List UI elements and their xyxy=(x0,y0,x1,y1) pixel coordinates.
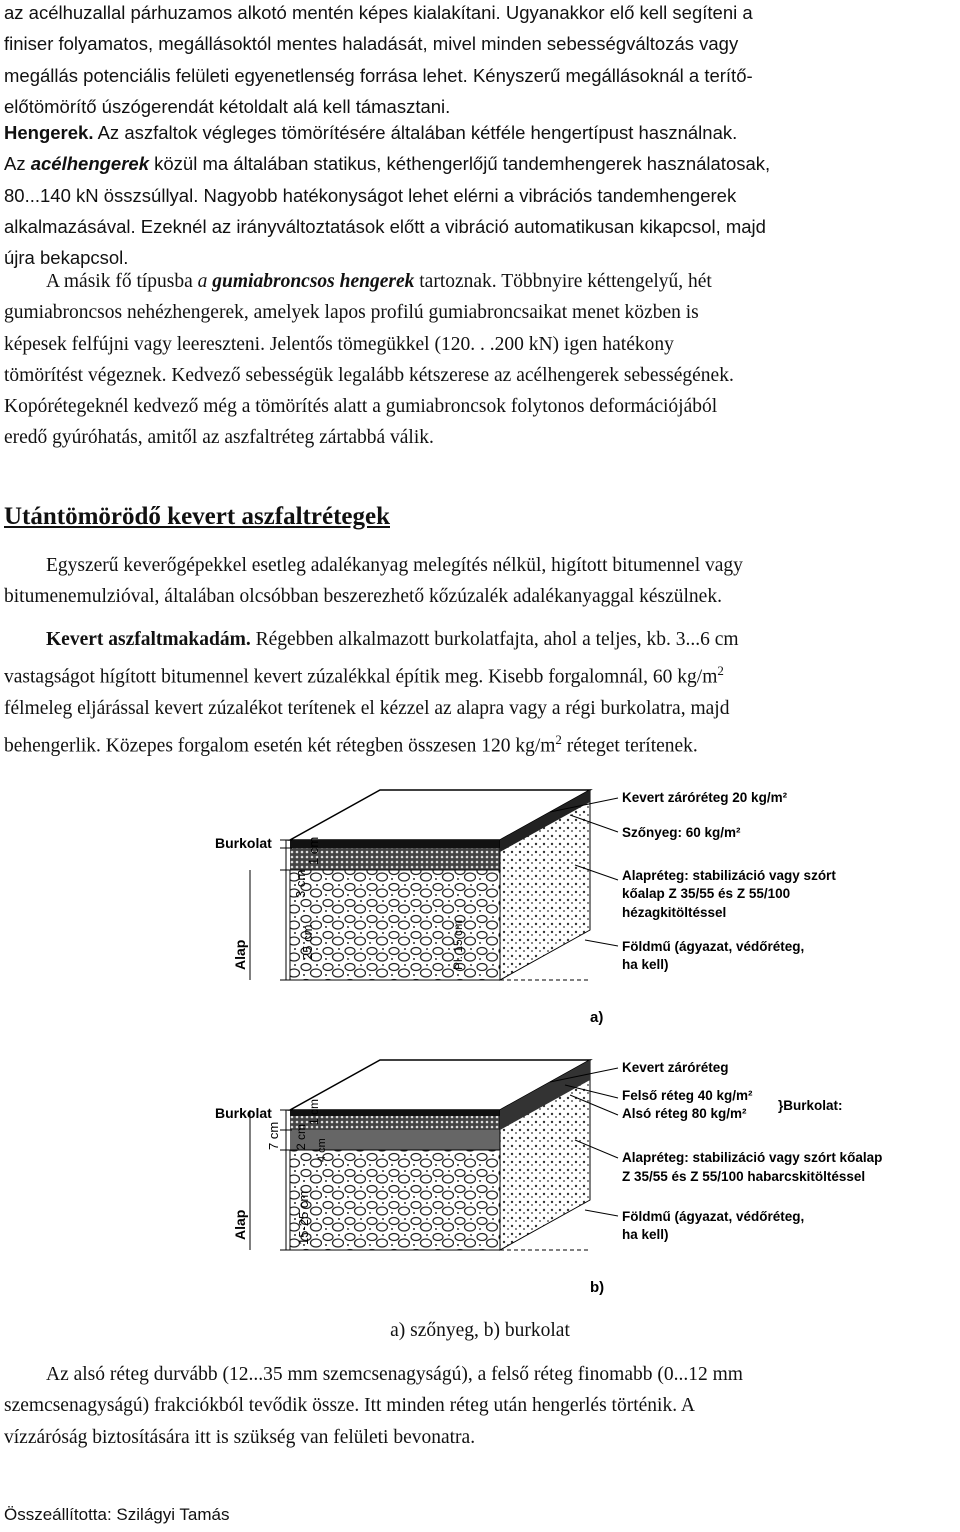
section-heading: Utántömörödő kevert aszfaltrétegek xyxy=(4,503,390,530)
zaroreteg-layer xyxy=(290,840,500,848)
gumiabroncsos-term: gumiabroncsos hengerek xyxy=(212,271,415,292)
burkolat-brace-callout: }Burkolat: xyxy=(778,1098,843,1113)
zaroreteg-callout-b: Kevert záróréteg xyxy=(622,1060,729,1075)
makadam-text: behengerlik. Közepes forgalom esetén két rétegben összesen 120 kg/m xyxy=(4,735,556,757)
alap-label-b: Alap xyxy=(232,1209,248,1240)
szonyeg-callout-a: Szőnyeg: 60 kg/m² xyxy=(622,825,741,840)
dim-1cm-a: 1 cm xyxy=(306,836,321,865)
alapreteg-callout-b-l2: Z 35/55 és Z 55/100 habarcskitöltéssel xyxy=(622,1169,866,1184)
felso-reteg-callout: Felső réteg 40 kg/m² xyxy=(622,1088,753,1103)
hengerek-text: újra bekapcsol. xyxy=(4,247,129,269)
gumi-text: képesek felfújni vagy leereszteni. Jelentős tömegükkel (120. . .200 kN) igen hatékony xyxy=(4,333,674,355)
section-text: Egyszerű keverőgépekkel esetleg adalékanyag melegítés nélkül, higított bitumennel vagy xyxy=(46,555,743,576)
makadam-text: réteget terítenek. xyxy=(561,735,698,757)
alapreteg-callout-b-l1: Alapréteg: stabilizáció vagy szórt kőalap xyxy=(622,1150,883,1165)
gumi-text: a xyxy=(197,271,208,292)
burkolat-label-a: Burkolat xyxy=(215,835,272,851)
burkolat-label-b: Burkolat xyxy=(215,1105,272,1121)
section-paragraph xyxy=(4,550,956,613)
makadam-title: Kevert aszfaltmakadám. xyxy=(46,629,251,650)
makadam-paragraph xyxy=(4,624,956,762)
szonyeg-layer xyxy=(290,848,500,870)
dim-1cm-b: 1 cm xyxy=(307,1098,321,1125)
figure-b xyxy=(215,1060,882,1296)
figure-b-label: b) xyxy=(590,1279,605,1296)
superscript: 2 xyxy=(555,732,562,748)
figure-caption: a) szőnyeg, b) burkolat xyxy=(390,1320,570,1341)
closing-text: szemcsenagyságú) frakciókból tevődik össze. Itt minden réteg után hengerlés történik. A xyxy=(4,1395,695,1417)
hengerek-title: Hengerek. xyxy=(4,122,94,143)
hengerek-text: 80...140 kN összsúllyal. Nagyobb hatékonyságot lehet elérni a vibrációs tandemhengerek xyxy=(4,184,737,206)
gumi-text: eredő gyúróhatás, amitől az aszfaltréteg zártabbá válik. xyxy=(4,427,434,449)
foldmu-callout-a-l1: Földmű (ágyazat, védőréteg, xyxy=(622,939,805,954)
dim-25cm-a: 25 cm xyxy=(300,924,315,960)
closing-paragraph xyxy=(4,1359,956,1453)
superscript: 2 xyxy=(717,663,724,679)
intro-line: finiser folyamatos, megállásoktól mentes haladását, mivel minden sebességváltozás vagy xyxy=(4,33,739,55)
alapreteg-callout-a-l2: kőalap Z 35/55 és Z 55/100 xyxy=(622,886,791,901)
alapreteg-callout-a-l1: Alapréteg: stabilizáció vagy szórt xyxy=(622,868,836,883)
zaroreteg-layer-b xyxy=(290,1110,500,1116)
hengerek-text: Az aszfaltok végleges tömörítésére általában kétféle hengertípust használnak. xyxy=(93,122,738,143)
makadam-text: vastagságot hígított bitumennel kevert zúzalékkal építik meg. Kisebb forgalomnál, 60 kg/m xyxy=(4,666,718,688)
makadam-text: Régebben alkalmazott burkolatfajta, ahol a teljes, kb. 3...6 cm xyxy=(250,629,739,650)
gumi-text: gumiabroncsos nehézhengerek, amelyek lapos profilú gumiabroncsaikat menet közben is xyxy=(4,302,699,324)
figure-a xyxy=(215,790,836,1026)
gumi-text: Kopórétegeknél kedvező még a tömörítés alatt a gumiabroncsok folytonos deformációjából xyxy=(4,396,718,418)
hengerek-text: Az xyxy=(4,153,31,175)
foldmu-callout-a-l2: ha kell) xyxy=(622,957,669,972)
felso-reteg-layer xyxy=(290,1116,500,1130)
zaroreteg-callout-a: Kevert záróréteg 20 kg/m² xyxy=(622,790,788,805)
hengerek-text: közül ma általában statikus, kéthengerlőjű tandemhengerek használatosak, xyxy=(149,153,771,175)
dim-4cm-b: 4 cm xyxy=(316,1138,328,1162)
dim-15-25cm-b: 15-25 cm xyxy=(296,1190,311,1245)
dim-3cm-a: 3 cm xyxy=(293,869,308,898)
closing-text: vízzáróság biztosítására itt is szükség van felületi bevonatra. xyxy=(4,1426,476,1448)
gumi-text: tartoznak. Többnyire kéttengelyű, hét xyxy=(414,271,712,292)
acelhengerek-term: acélhengerek xyxy=(30,153,149,175)
gumi-text: tömörítést végeznek. Kedvező sebességük legalább kétszerese az acélhengerek sebességének. xyxy=(4,364,734,386)
closing-text: Az alsó réteg durvább (12...35 mm szemcsenagyságú), a felső réteg finomabb (0...12 mm xyxy=(46,1364,743,1385)
gumi-paragraph xyxy=(4,266,956,454)
foldmu-callout-b-l2: ha kell) xyxy=(622,1227,669,1242)
alapreteg-layer-b xyxy=(290,1150,500,1250)
hengerek-paragraph xyxy=(4,117,956,273)
dim-7cm-b: 7 cm xyxy=(266,1121,281,1150)
foldmu-callout-b-l1: Földmű (ágyazat, védőréteg, xyxy=(622,1209,805,1224)
also-reteg-callout: Alsó réteg 80 kg/m² xyxy=(622,1106,747,1121)
hengerek-text: alkalmazásával. Ezeknél az irányváltoztatások előtt a vibráció automatikusan kikapcsol, majd xyxy=(4,215,766,237)
alapreteg-callout-a-l3: hézagkitöltéssel xyxy=(622,905,727,920)
intro-line: megállás potenciális felületi egyenetlenség forrása lehet. Kényszerű megállásoknál a terítő- xyxy=(4,64,753,86)
gumi-text: A másik fő típusba xyxy=(46,271,198,292)
dim-2cm-b: 2 cm xyxy=(294,1123,308,1150)
footer-author: Összeállította: Szilágyi Tamás xyxy=(4,1505,230,1524)
intro-paragraph xyxy=(4,0,956,122)
alap-label-a: Alap xyxy=(232,939,248,970)
pavement-cross-section-figure xyxy=(190,770,883,1310)
intro-line: az acélhuzallal párhuzamos alkotó mentén képes kialakítani. Ugyanakkor elő kell segíteni a xyxy=(4,2,753,23)
dim-pl-15cm-a: Pl. 15 cm xyxy=(451,919,465,970)
intro-line: előtömörítő úszógerendát kétoldalt alá kell támasztani. xyxy=(4,95,451,117)
figure-a-label: a) xyxy=(590,1009,604,1026)
makadam-text: félmeleg eljárással kevert zúzalékot terítenek el kézzel az alapra vagy a régi burkolatra, majd xyxy=(4,698,730,720)
alapreteg-layer xyxy=(290,870,500,980)
section-text: bitumenemulzióval, általában olcsóbban beszerezhető kőzúzalék adalékanyaggal készülnek. xyxy=(4,586,722,608)
